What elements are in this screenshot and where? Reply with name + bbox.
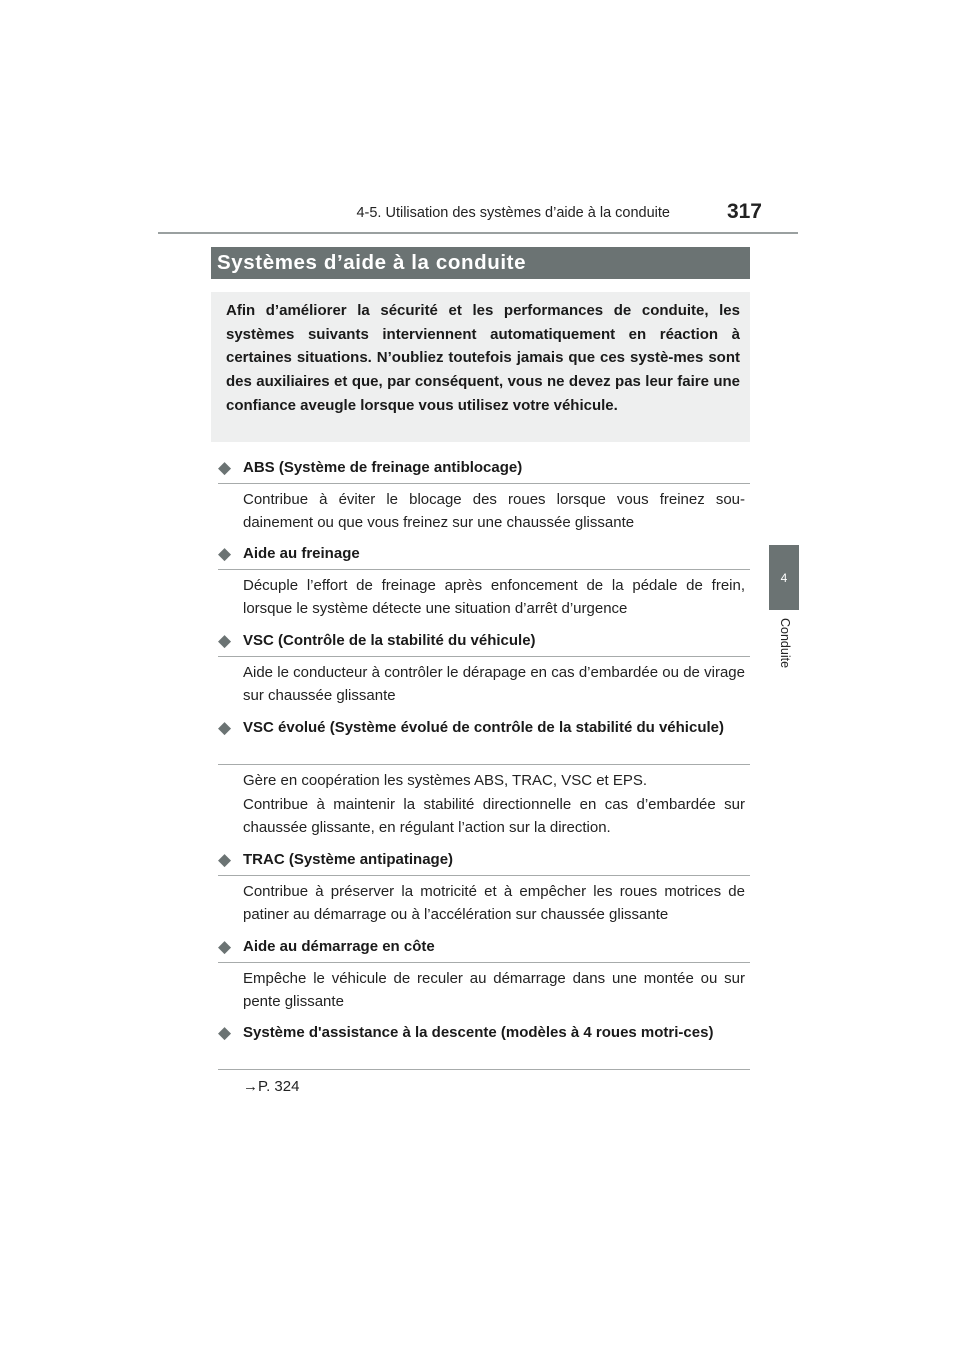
item-description: Décuple l’effort de freinage après enfoncement de la pédale de frein, lorsque le système détecte une situation d’arrêt d’urgence [243,577,745,617]
item-description: Aide le conducteur à contrôler le dérapage en cas d’embardée ou de virage sur chaussée glissante [243,664,745,704]
item-heading-abs [218,457,750,480]
diamond-bullet-icon: ◆ [218,458,232,477]
item-description-line1: Gère en coopération les systèmes ABS, TRAC, VSC et EPS. [243,772,648,789]
item-divider [218,875,750,876]
chapter-label: Conduite [778,618,792,669]
item-divider [218,1069,750,1070]
item-divider [218,962,750,963]
item-divider [218,656,750,657]
item-heading-downhill-assist [218,1022,750,1045]
diamond-bullet-icon: ◆ [218,631,232,650]
item-heading-vsc [218,630,750,653]
page-title: Systèmes d’aide à la conduite [217,251,527,274]
item-heading-text: VSC évolué (Système évolué de contrôle de la stabilité du véhicule) [243,719,724,736]
diamond-bullet-icon: ◆ [218,937,232,956]
diamond-bullet-icon: ◆ [218,718,232,737]
diamond-bullet-icon: ◆ [218,850,232,869]
intro-box [211,292,750,442]
item-heading-trac [218,849,750,872]
item-heading-brake-assist [218,543,750,566]
item-divider [218,569,750,570]
item-heading-text: Aide au freinage [243,545,360,562]
item-heading-text: TRAC (Système antipatinage) [243,851,454,868]
page-reference-link[interactable]: →P. 324 [243,1078,300,1095]
item-heading-text: ABS (Système de freinage antiblocage) [243,459,523,476]
item-heading-text: Aide au démarrage en côte [243,938,435,955]
item-heading-hill-start [218,936,750,959]
item-description: Contribue à maintenir la stabilité directionnelle en cas d’embardée sur chaussée glissante, en régulant l’action sur la direction. [243,796,745,836]
header-divider [158,232,798,234]
item-description: Contribue à préserver la motricité et à empêcher les roues motrices de patiner au démarrage ou à l’accélération sur chaussée glissante [243,883,745,923]
item-heading-vsc-plus [218,717,750,740]
item-heading-text: Système d'assistance à la descente (modèles à 4 roues motri-ces) [243,1024,714,1041]
page-number: 317 [726,200,762,223]
item-heading-text: VSC (Contrôle de la stabilité du véhicule) [243,632,536,649]
intro-text: Afin d’améliorer la sécurité et les performances de conduite, les systèmes suivants interviennent automatiquement en réaction à certaines situations. N’oubliez toutefois jamais que ces systè-mes sont des auxiliaires et que, par conséquent, vous ne devez pas leur faire une confiance aveugle lorsque vous utilisez votre véhicule. [226,302,740,414]
diamond-bullet-icon: ◆ [218,544,232,563]
item-description: Empêche le véhicule de reculer au démarrage dans une montée ou sur pente glissante [243,970,745,1010]
page-title-bar [211,247,750,279]
section-title: 4-5. Utilisation des systèmes d’aide à la conduite [356,205,670,221]
chapter-tab[interactable] [769,545,799,610]
chapter-number: 4 [780,570,788,585]
diamond-bullet-icon: ◆ [218,1023,232,1042]
item-divider [218,483,750,484]
item-description: Contribue à éviter le blocage des roues lorsque vous freinez sou-dainement ou que vous freinez sur une chaussée glissante [243,491,745,531]
item-divider [218,764,750,765]
